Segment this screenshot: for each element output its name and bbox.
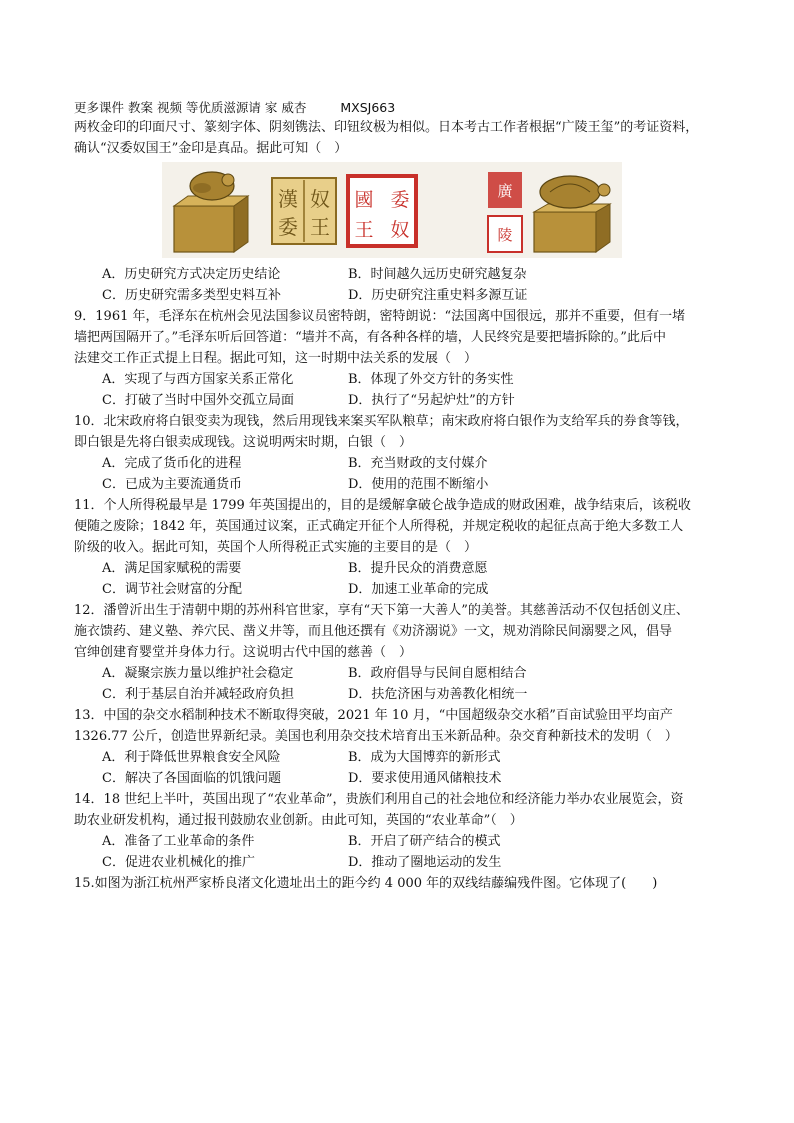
header-text: 更多课件 教案 视频 等优质滋源请 家 威杏 — [74, 100, 307, 115]
imprint-char-3: 奴 — [310, 187, 330, 211]
q10-option-c[interactable]: C．已成为主要流通货币 — [102, 477, 242, 492]
q12-option-d[interactable]: D．扶危济困与劝善教化相统一 — [348, 687, 528, 702]
seal-imprint-red-small — [488, 172, 522, 252]
red-char-2: 王 — [354, 219, 374, 241]
small-char-2: 陵 — [497, 226, 513, 244]
q10-stem-line-2: 即白银是先将白银卖成现钱。这说明两宋时期，白银（ ） — [74, 435, 413, 450]
q8-option-a[interactable]: A．历史研究方式决定历史结论 — [102, 267, 281, 282]
q9-option-a[interactable]: A．实现了与西方国家关系正常化 — [102, 372, 294, 387]
q13-stem-line-1: 13．中国的杂交水稻制种技术不断取得突破，2021 年 10 月，“中国超级杂交水稻”百亩试验田平均亩产 — [74, 708, 673, 723]
red-char-4: 奴 — [390, 219, 410, 241]
imprint-char-2: 委 — [278, 215, 298, 239]
q10-option-a[interactable]: A．完成了货币化的进程 — [102, 456, 242, 471]
q14-option-c[interactable]: C．促进农业机械化的推广 — [102, 855, 255, 870]
q11-option-b[interactable]: B．提升民众的消费意愿 — [348, 561, 488, 576]
header-code: MXSJ663 — [340, 100, 396, 115]
imprint-char-4: 王 — [310, 215, 330, 239]
q11-option-c[interactable]: C．调节社会财富的分配 — [102, 582, 242, 597]
q9-option-d[interactable]: D．执行了“另起炉灶”的方针 — [348, 393, 515, 408]
q11-option-a[interactable]: A．满足国家赋税的需要 — [102, 561, 242, 576]
q11-stem-line-1: 11．个人所得税最早是 1799 年英国提出的，目的是缓解拿破仑战争造成的财政困难，战争结束后，该税收 — [74, 498, 691, 513]
q8-option-b[interactable]: B．时间越久远历史研究越复杂 — [348, 267, 527, 282]
page-header — [74, 98, 395, 116]
q9-option-b[interactable]: B．体现了外交方针的务实性 — [348, 372, 514, 387]
red-char-3: 委 — [390, 189, 410, 211]
small-char-1: 廣 — [497, 182, 513, 200]
q10-option-b[interactable]: B．充当财政的支付媒介 — [348, 456, 488, 471]
q9-option-c[interactable]: C．打破了当时中国外交孤立局面 — [102, 393, 294, 408]
q12-stem-line-1: 12．潘曾沂出生于清朝中期的苏州科官世家，享有“天下第一大善人”的美誉。其慈善活动不仅包括创义庄、 — [74, 603, 689, 618]
q8-option-d[interactable]: D．历史研究注重史料多源互证 — [348, 288, 528, 303]
gold-seal-right — [534, 176, 610, 252]
q9-stem-line-1: 9．1961 年，毛泽东在杭州会见法国参议员密特朗，密特朗说：“法国离中国很远，那并不重要，但有一堵 — [74, 309, 686, 324]
q11-stem-line-2: 便随之废除；1842 年，英国通过议案，正式确定开征个人所得税，并规定税收的起征点高于绝大多数工人 — [74, 519, 684, 534]
q14-option-b[interactable]: B．开启了研产结合的模式 — [348, 834, 501, 849]
q14-option-d[interactable]: D．推动了圈地运动的发生 — [348, 855, 502, 870]
imprint-char-1: 漢 — [278, 187, 298, 211]
q15-stem-line-1: 15.如图为浙江杭州严家桥良渚文化遗址出土的距今约 4 000 年的双线结藤编残件图。它体现了( ) — [74, 876, 658, 891]
q12-option-a[interactable]: A．凝聚宗族力量以维护社会稳定 — [102, 666, 294, 681]
q9-stem-line-2: 墙把两国隔开了。”毛泽东听后回答道：“墙并不高，有各种各样的墙，人民终究是要把墙拆除的。”此后中 — [74, 330, 666, 345]
seal-imprint-red — [348, 176, 416, 246]
seal-imprint-gold — [272, 178, 336, 244]
gold-seal-left — [174, 172, 248, 252]
q11-option-d[interactable]: D．加速工业革命的完成 — [348, 582, 489, 597]
q14-stem-line-1: 14．18 世纪上半叶，英国出现了“农业革命”，贵族们利用自己的社会地位和经济能力举办农业展览会，资 — [74, 792, 684, 807]
seal-photos — [162, 162, 622, 258]
q12-option-c[interactable]: C．利于基层自治并减轻政府负担 — [102, 687, 294, 702]
q13-option-a[interactable]: A．利于降低世界粮食安全风险 — [102, 750, 281, 765]
q12-stem-line-2: 施衣馈药、建义塾、养穴民、凿义井等，而且他还撰有《劝济溺说》一文，规劝消除民间溺婴之风，倡导 — [74, 624, 673, 639]
q8-option-c[interactable]: C．历史研究需多类型史料互补 — [102, 288, 281, 303]
q12-option-b[interactable]: B．政府倡导与民间自愿相结合 — [348, 666, 527, 681]
q13-option-c[interactable]: C．解决了各国面临的饥饿问题 — [102, 771, 281, 786]
q14-option-a[interactable]: A．准备了工业革命的条件 — [102, 834, 255, 849]
q8-seal-figure — [162, 162, 622, 258]
q13-option-b[interactable]: B．成为大国博弈的新形式 — [348, 750, 501, 765]
q9-stem-line-3: 法建交工作正式提上日程。据此可知，这一时期中法关系的发展（ ） — [74, 351, 478, 366]
q13-stem-line-2: 1326.77 公斤，创造世界新纪录。美国也利用杂交技术培育出玉米新品种。杂交育种新技术的发明（ ） — [74, 729, 678, 744]
q14-stem-line-2: 助农业研发机构，通过报刊鼓励农业创新。由此可知，英国的“农业革命”（ ） — [74, 813, 523, 828]
q8-stem-line-2: 确认“汉委奴国王”金印是真品。据此可知（ ） — [74, 141, 348, 156]
q8-stem-line-1: 两枚金印的印面尺寸、篆刻字体、阴刻镌法、印钮纹极为相似。日本考古工作者根据“广陵王玺”的考证资料， — [74, 120, 699, 135]
q10-option-d[interactable]: D．使用的范围不断缩小 — [348, 477, 489, 492]
q13-option-d[interactable]: D．要求使用通风储粮技术 — [348, 771, 502, 786]
q12-stem-line-3: 官绅创建育婴堂并身体力行。这说明古代中国的慈善（ ） — [74, 645, 413, 660]
q10-stem-line-1: 10．北宋政府将白银变卖为现钱，然后用现钱来案买军队粮草；南宋政府将白银作为支给军兵的券食等钱， — [74, 414, 689, 429]
q11-stem-line-3: 阶级的收入。据此可知，英国个人所得税正式实施的主要目的是（ ） — [74, 540, 478, 555]
red-char-1: 國 — [354, 189, 374, 211]
